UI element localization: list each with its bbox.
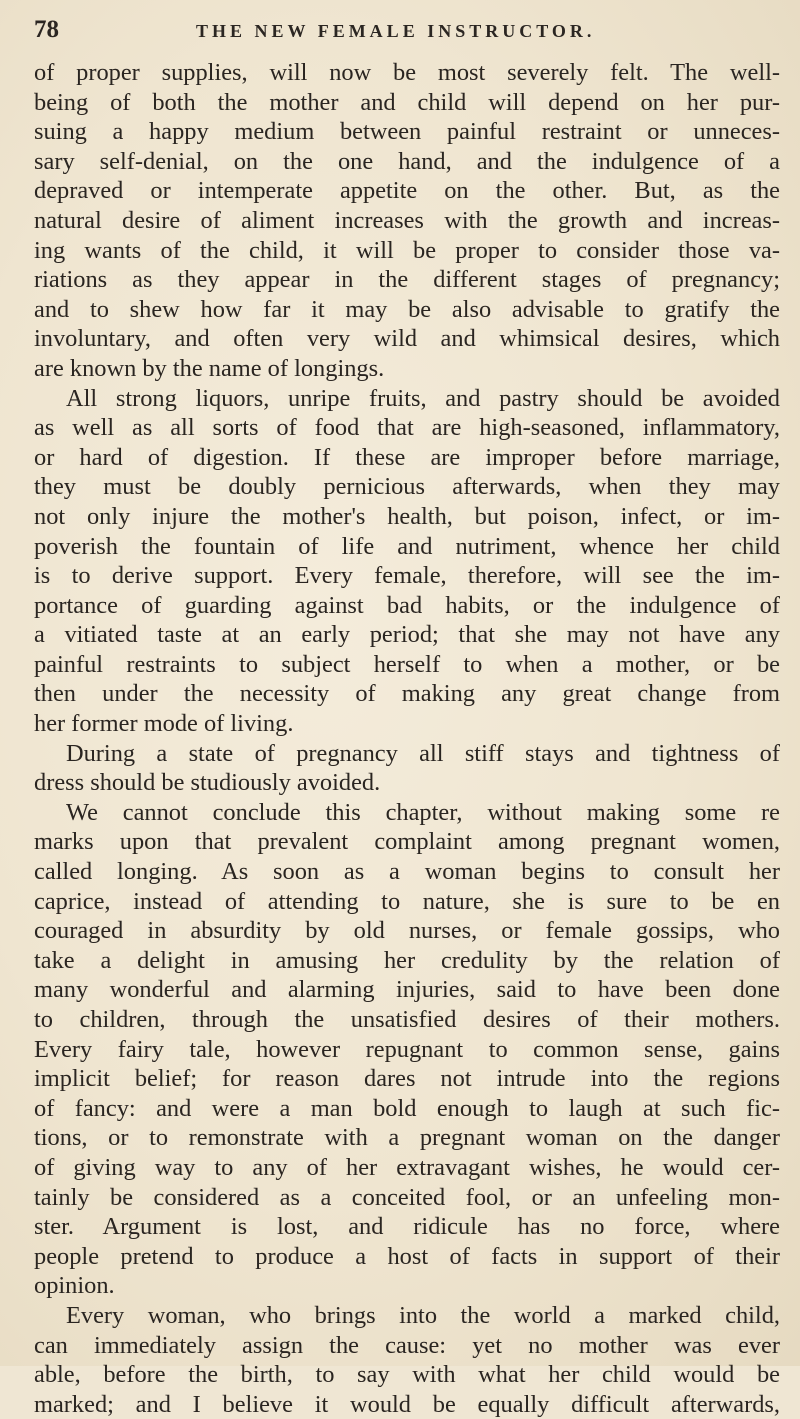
text-line: of fancy: and were a man bold enough to laugh at such fic- — [34, 1094, 780, 1122]
text-line: sary self-denial, on the one hand, and the indulgence of a — [34, 147, 780, 175]
text-line: many wonderful and alarming injuries, said to have been done — [34, 976, 780, 1004]
text-line: is to derive support. Every female, therefore, will see the im- — [34, 562, 780, 590]
text-line: not only injure the mother's health, but poison, infect, or im- — [34, 502, 780, 530]
text-line: implicit belief; for reason dares not intrude into the regions — [34, 1065, 780, 1093]
text-line: as well as all sorts of food that are high-seasoned, inflammatory, — [34, 414, 780, 442]
text-line: couraged in absurdity by old nurses, or female gossips, who — [34, 917, 780, 945]
text-line: and to shew how far it may be also advisable to gratify the — [34, 295, 780, 323]
running-head: THE NEW FEMALE INSTRUCTOR. — [196, 21, 596, 41]
text-line: can immediately assign the cause: yet no mother was ever — [34, 1331, 780, 1359]
page-header — [34, 14, 780, 48]
text-line: marked; and I believe it would be equally difficult afterwards, — [34, 1390, 780, 1418]
text-line: During a state of pregnancy all stiff stays and tightness of — [66, 739, 780, 767]
text-line: portance of guarding against bad habits, or the indulgence of — [34, 591, 780, 619]
text-line: riations as they appear in the different stages of pregnancy; — [34, 266, 780, 294]
text-line: dress should be studiously avoided. — [34, 769, 381, 797]
text-line: caprice, instead of attending to nature, she is sure to be en — [34, 887, 780, 915]
text-line: poverish the fountain of life and nutriment, whence her child — [34, 532, 780, 560]
text-line: depraved or intemperate appetite on the other. But, as the — [34, 177, 780, 205]
page-number: 78 — [34, 16, 59, 43]
text-line: Every woman, who brings into the world a marked child, — [66, 1301, 780, 1329]
text-line: Every fairy tale, however repugnant to common sense, gains — [34, 1035, 780, 1063]
text-line: called longing. As soon as a woman begins to consult her — [34, 858, 780, 886]
text-line: involuntary, and often very wild and whimsical desires, which — [34, 325, 780, 353]
text-line: natural desire of aliment increases with the growth and increas- — [34, 206, 780, 234]
text-line: they must be doubly pernicious afterwards, when they may — [34, 473, 780, 501]
text-line: of giving way to any of her extravagant wishes, he would cer- — [34, 1153, 780, 1181]
text-line: opinion. — [34, 1272, 115, 1300]
text-line: painful restraints to subject herself to when a mother, or be — [34, 650, 780, 678]
text-line: are known by the name of longings. — [34, 354, 385, 382]
text-line: her former mode of living. — [34, 710, 294, 738]
text-line: able, before the birth, to say with what her child would be — [34, 1361, 780, 1389]
text-line: ing wants of the child, it will be proper to consider those va- — [34, 236, 780, 264]
text-line: tions, or to remonstrate with a pregnant woman on the danger — [34, 1124, 780, 1152]
text-line: tainly be considered as a conceited fool, or an unfeeling mon- — [34, 1183, 780, 1211]
text-line: We cannot conclude this chapter, without making some re — [66, 798, 780, 826]
body-text — [34, 58, 780, 1419]
text-line: to children, through the unsatisfied desires of their mothers. — [34, 1006, 780, 1033]
text-line: of proper supplies, will now be most severely felt. The well- — [34, 59, 780, 86]
text-line: All strong liquors, unripe fruits, and pastry should be avoided — [66, 384, 780, 412]
text-line: ster. Argument is lost, and ridicule has no force, where — [34, 1213, 780, 1241]
text-line: marks upon that prevalent complaint among pregnant women, — [34, 828, 780, 856]
text-line: suing a happy medium between painful restraint or unneces- — [34, 118, 780, 146]
text-line: a vitiated taste at an early period; that she may not have any — [34, 621, 780, 649]
text-line: then under the necessity of making any great change from — [34, 680, 780, 708]
text-line: people pretend to produce a host of facts in support of their — [34, 1242, 780, 1270]
text-line: being of both the mother and child will depend on her pur- — [34, 88, 780, 116]
text-line: take a delight in amusing her credulity by the relation of — [34, 946, 780, 974]
text-line: or hard of digestion. If these are improper before marriage, — [34, 443, 780, 471]
